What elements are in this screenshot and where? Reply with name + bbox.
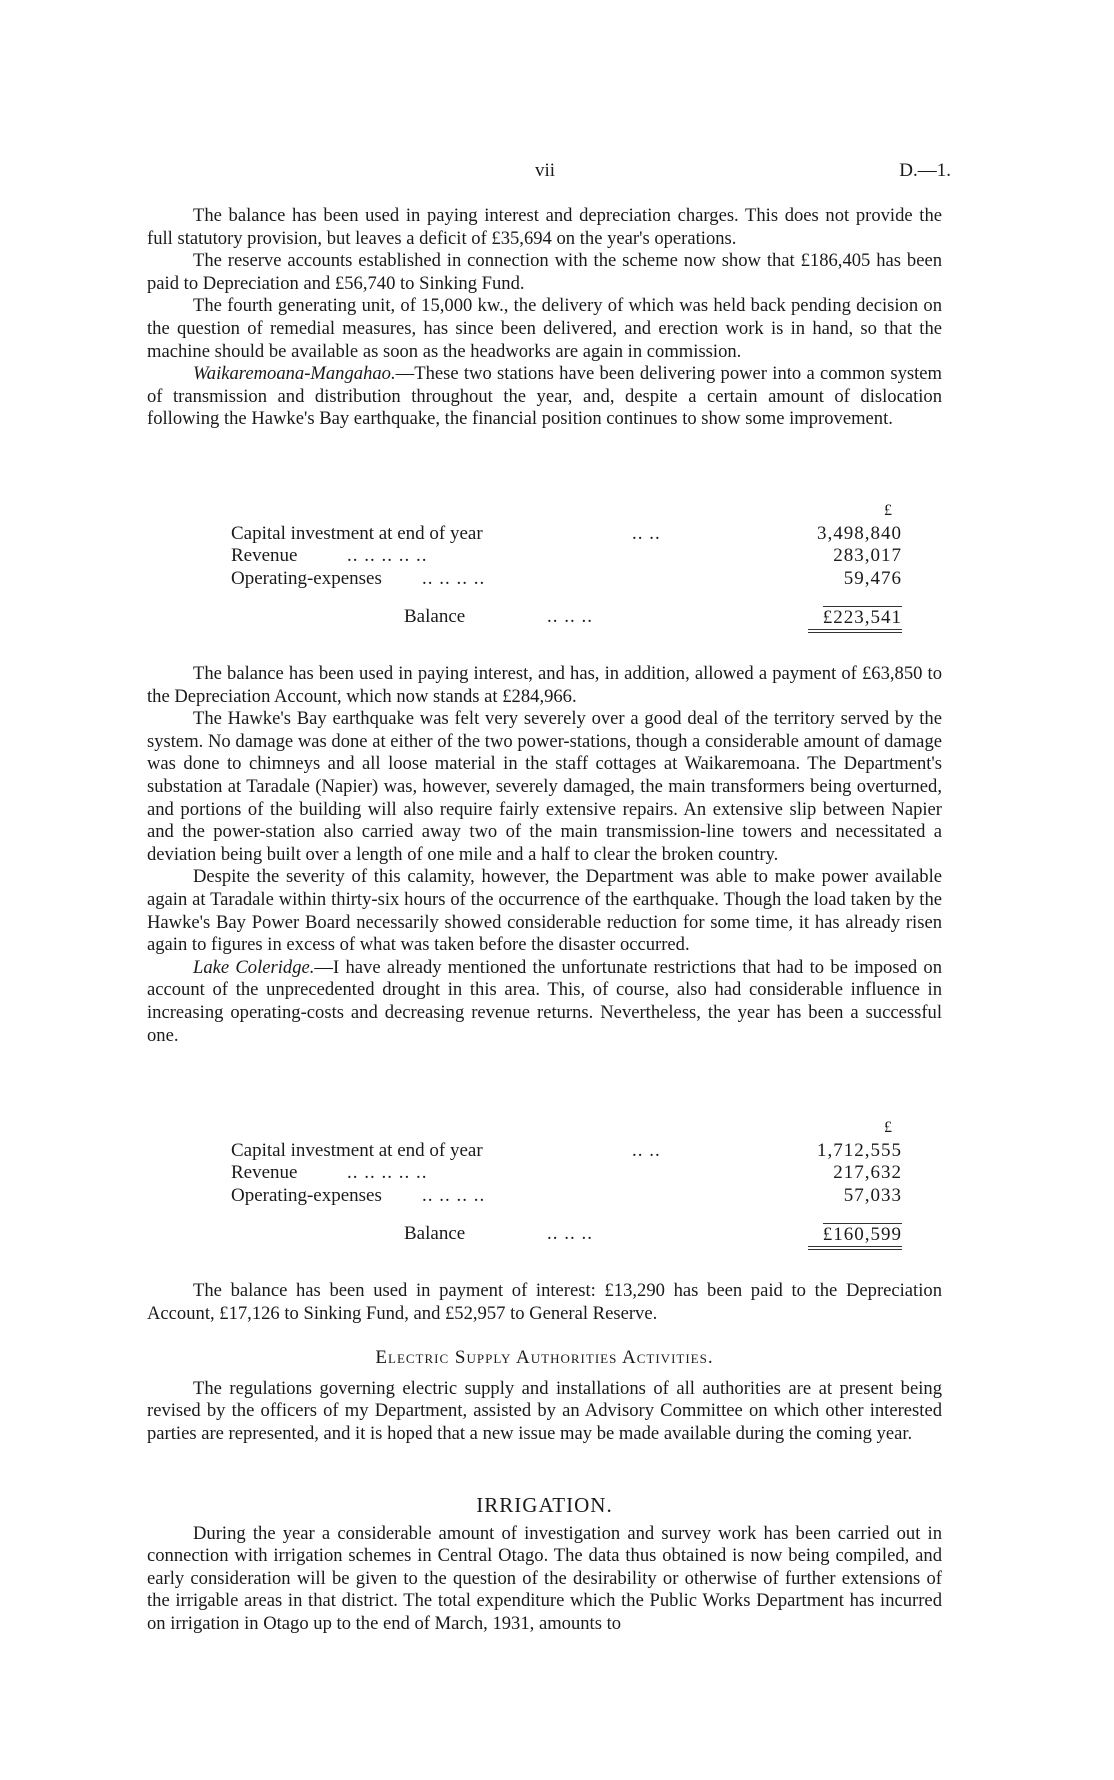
row-label: Revenue — [231, 1162, 298, 1184]
row-label: Revenue — [231, 545, 298, 567]
double-rule — [147, 629, 942, 639]
leader-dots: .. .. .. — [547, 606, 593, 628]
row-amount: 3,498,840 — [817, 522, 902, 544]
table-row — [147, 568, 942, 591]
row-amount: 283,017 — [833, 545, 902, 567]
table-row — [147, 545, 942, 568]
financial-table-lake-coleridge — [147, 1117, 942, 1256]
balance-label: Balance — [404, 606, 466, 628]
balance-amount: £223,541 — [822, 607, 902, 629]
balance-row — [147, 1223, 942, 1246]
table-row — [147, 1162, 942, 1185]
table-row — [147, 523, 942, 546]
section-heading: IRRIGATION. — [476, 1493, 613, 1517]
document-reference: D.—1. — [899, 160, 951, 181]
leader-dots: .. .. .. .. — [422, 567, 486, 589]
section-title: Lake Coleridge. — [193, 956, 315, 978]
row-label: Capital investment at end of year — [231, 522, 483, 544]
page-header — [0, 160, 1114, 184]
paragraph: The reserve accounts established in connection with the scheme now show that £186,405 has been paid to Depreciation and £56,740 to Sinking Fund. — [147, 250, 942, 294]
paragraph: The fourth generating unit, of 15,000 kw., the delivery of which was held back pending decision on the question of remedial measures, has since been delivered, and erection work is in hand, so that the machine should be available as soon as the headworks are again in commission. — [147, 295, 942, 362]
text-block-2 — [147, 663, 942, 1047]
paragraph-text: —These two stations have been delivering power into a common system of transmission and distribution throughout the year, and, despite a certain amount of dislocation following the Hawke's Bay earthquake, the financial position continues to show some improvement. — [147, 363, 942, 430]
currency-symbol: £ — [884, 502, 892, 519]
paragraph: Despite the severity of this calamity, however, the Department was able to make power available again at Taradale within thirty-six hours of the occurrence of the earthquake. Though the load taken by the Hawke's Bay Power Board necessarily showed considerable reduction for some time, it has already risen again to figures in excess of what was taken before the disaster occurred. — [147, 866, 942, 956]
page-number: vii — [535, 160, 556, 181]
paragraph-waikaremoana — [147, 363, 942, 431]
paragraph: The regulations governing electric supply and installations of all authorities are at present being revised by the officers of my Department, assisted by an Advisory Committee on which other interested parties are represented, and it is hoped that a new issue may be made available during the coming year. — [147, 1377, 942, 1444]
paragraph: The balance has been used in paying interest and depreciation charges. This does not provide the full statutory provision, but leaves a deficit of £35,694 on the year's operations. — [147, 205, 942, 249]
double-rule — [147, 1246, 942, 1256]
paragraph-lake-coleridge — [147, 957, 942, 1047]
text-block-3 — [147, 1280, 942, 1325]
text-block-1 — [147, 205, 942, 431]
financial-table-waikaremoana — [147, 500, 942, 639]
paragraph: The balance has been used in payment of interest: £13,290 has been paid to the Depreciation Account, £17,126 to Sinking Fund, and £52,957 to General Reserve. — [147, 1280, 942, 1324]
section-electric-supply — [147, 1347, 942, 1445]
section-irrigation — [147, 1494, 942, 1636]
section-title: Waikaremoana-Mangahao. — [193, 363, 396, 385]
section-heading: Electric Supply Authorities Activities. — [375, 1347, 714, 1368]
row-label: Capital investment at end of year — [231, 1139, 483, 1161]
paragraph: The balance has been used in paying interest, and has, in addition, allowed a payment of £63,850 to the Depreciation Account, which now stands at £284,966. — [147, 663, 942, 707]
paragraph: The Hawke's Bay earthquake was felt very severely over a good deal of the territory served by the system. No damage was done at either of the two power-stations, though a considerable amount of damage was done to chimneys and all loose material in the staff cottages at Waikaremoana. The Department's substation at Taradale (Napier) was, however, severely damaged, the main transformers being overturned, and portions of the building will also require fairly extensive repairs. An extensive slip between Napier and the power-station also carried away two of the main transmission-line towers and necessitated a deviation being built over a length of one mile and a half to clear the broken country. — [147, 708, 942, 865]
table-row — [147, 1185, 942, 1208]
leader-dots: .. .. .. — [547, 1223, 593, 1245]
row-label: Operating-expenses — [231, 567, 382, 589]
leader-dots: .. .. — [632, 522, 661, 544]
leader-dots: .. .. .. .. .. — [347, 545, 428, 567]
balance-label: Balance — [404, 1223, 466, 1245]
paragraph: During the year a considerable amount of investigation and survey work has been carried out in connection with irrigation schemes in Central Otago. The data thus obtained is now being compiled, and early consideration will be given to the question of the desirability or otherwise of further extensions of the irrigable areas in that district. The total expenditure which the Public Works Department has incurred on irrigation in Otago up to the end of March, 1931, amounts to — [147, 1522, 942, 1634]
currency-symbol: £ — [884, 1119, 892, 1136]
paragraph-text: —I have already mentioned the unfortunate restrictions that had to be imposed on account of the unprecedented drought in this area. This, of course, also had considerable influence in increasing operating-costs and decreasing revenue returns. Nevertheless, the year has been a successful one. — [147, 956, 942, 1046]
leader-dots: .. .. .. .. — [422, 1184, 486, 1206]
row-amount: 1,712,555 — [817, 1139, 902, 1161]
leader-dots: .. .. — [632, 1139, 661, 1161]
table-row — [147, 1140, 942, 1163]
row-amount: 59,476 — [843, 567, 902, 589]
leader-dots: .. .. .. .. .. — [347, 1162, 428, 1184]
row-label: Operating-expenses — [231, 1184, 382, 1206]
balance-row — [147, 606, 942, 629]
row-amount: 57,033 — [843, 1184, 902, 1206]
balance-amount: £160,599 — [822, 1224, 902, 1246]
row-amount: 217,632 — [833, 1162, 902, 1184]
